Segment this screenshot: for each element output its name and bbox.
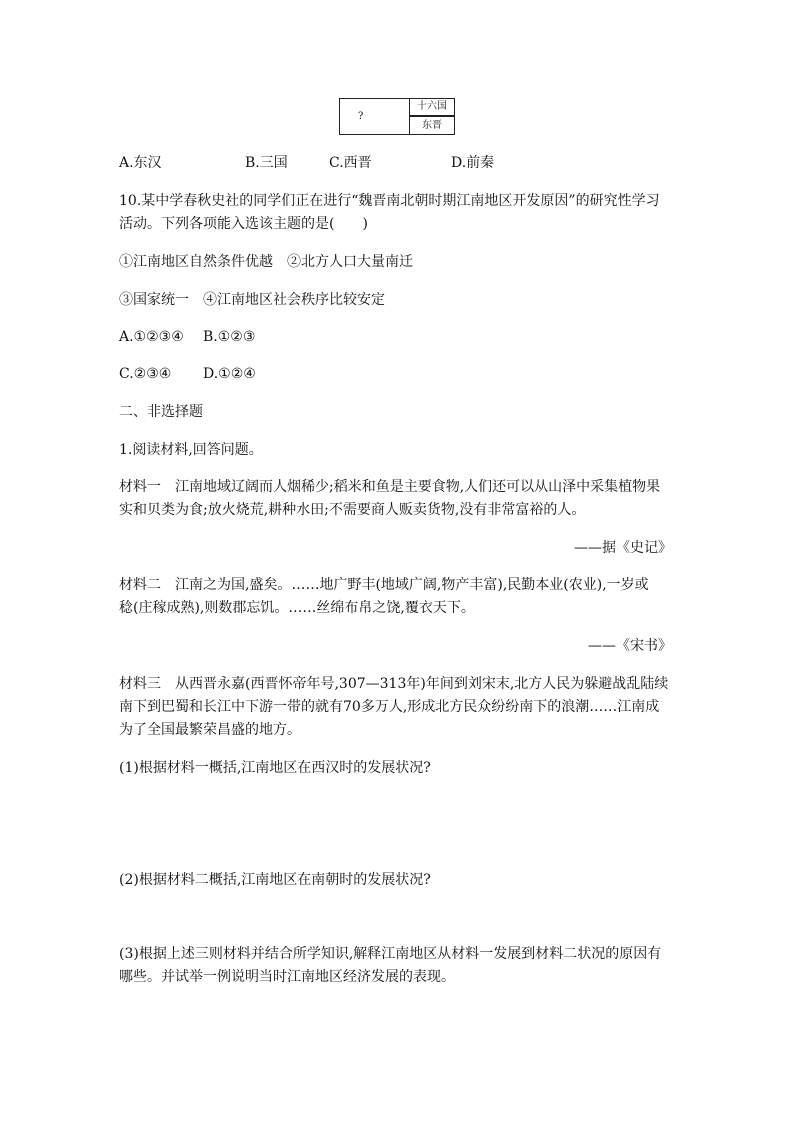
material2-line2: 稔(庄稼成熟),则数郡忘饥。……丝绵布帛之饶,覆衣天下。 xyxy=(119,600,475,616)
q10-items-line1: ①江南地区自然条件优越 ②北方人口大量南迁 xyxy=(119,254,413,270)
q9-option-a: A.东汉 xyxy=(119,155,162,171)
material1-source: ——据《史记》 xyxy=(574,540,672,556)
q10-option-c: C.②③④ xyxy=(119,366,172,382)
material3-line1: 材料三 从西晋永嘉(西晋怀帝年号,307—313年)年间到刘宋末,北方人民为躲避战乱陆续 xyxy=(119,676,669,692)
q10-option-b: B.①②③ xyxy=(203,329,256,345)
q10-stem-line2: 活动。下列各项能入选该主题的是( ) xyxy=(119,216,368,232)
subquestion-3-line2: 哪些。并试举一例说明当时江南地区经济发展的表现。 xyxy=(119,969,455,985)
q9-option-c: C.西晋 xyxy=(329,155,372,171)
material3-line2: 南下到巴蜀和长江中下游一带的就有70多万人,形成北方民众纷纷南下的浪潮……江南成 xyxy=(119,699,660,715)
dynasty-diagram xyxy=(339,98,455,135)
material3-line3: 为了全国最繁荣昌盛的地方。 xyxy=(119,722,301,738)
diagram-left-cell xyxy=(339,98,409,135)
material1-line2: 实和贝类为食;放火烧荒,耕种水田;不需要商人贩卖货物,没有非常富裕的人。 xyxy=(119,502,586,518)
material2-line1: 材料二 江南之为国,盛矣。……地广野丰(地域广阔,物产丰富),民勤本业(农业),一岁或 xyxy=(119,577,649,593)
diagram-bottom-right: 东晋 xyxy=(409,116,455,135)
q10-option-a: A.①②③④ xyxy=(119,329,184,345)
material1-line1: 材料一 江南地域辽阔而人烟稀少;稻米和鱼是主要食物,人们还可以从山泽中采集植物果 xyxy=(119,479,661,495)
subquestion-2: (2)根据材料二概括,江南地区在南朝时的发展状况? xyxy=(119,872,431,888)
q10-items-line2: ③国家统一 ④江南地区社会秩序比较安定 xyxy=(119,292,385,308)
q1-stem: 1.阅读材料,回答问题。 xyxy=(119,442,263,458)
q10-option-d: D.①②④ xyxy=(203,366,256,382)
diagram-top-right: 十六国 xyxy=(409,98,455,116)
subquestion-3-line1: (3)根据上述三则材料并结合所学知识,解释江南地区从材料一发展到材料二状况的原因有 xyxy=(119,946,662,962)
section-heading: 二、非选择题 xyxy=(119,404,203,420)
q9-option-b: B.三国 xyxy=(245,155,288,171)
material2-source: ——《宋书》 xyxy=(588,638,672,654)
q9-option-d: D.前秦 xyxy=(451,155,495,171)
q10-stem-line1: 10.某中学春秋史社的同学们正在进行“魏晋南北朝时期江南地区开发原因”的研究性学习 xyxy=(119,193,660,209)
diagram-unknown: ? xyxy=(358,111,364,122)
subquestion-1: (1)根据材料一概括,江南地区在西汉时的发展状况? xyxy=(119,760,431,776)
